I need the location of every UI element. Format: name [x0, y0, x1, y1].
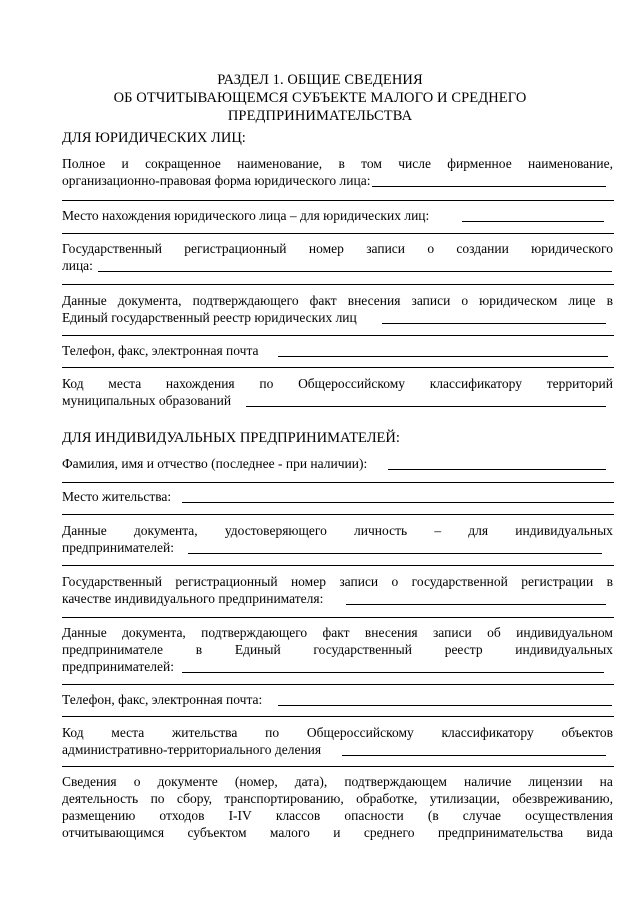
word: обработке,: [356, 791, 418, 806]
separator: [62, 233, 614, 234]
word: номер: [290, 574, 326, 589]
word: документа,: [117, 293, 182, 308]
legal-ogrn-line-1: [62, 240, 613, 257]
individual-ogrnip-label: качестве индивидуального предпринимателя:: [62, 591, 324, 606]
word: Единый: [234, 642, 281, 657]
legal-name-field[interactable]: [372, 186, 606, 187]
word: деятельность: [62, 791, 139, 806]
word: на: [599, 774, 613, 789]
word: подтверждающего: [201, 625, 308, 640]
word: о: [391, 574, 399, 589]
word: подтверждающем: [344, 774, 447, 789]
word: регистрационный: [175, 574, 278, 589]
word: (номер,: [234, 774, 278, 789]
word: классов: [275, 808, 321, 823]
word: том: [361, 156, 382, 171]
word: Код: [62, 725, 84, 740]
word: регистрационный: [184, 241, 287, 256]
word: индивидуальных: [515, 523, 613, 538]
word: отчитывающимся: [62, 825, 165, 840]
section-title-line-3: ПРЕДПРИНИМАТЕЛЬСТВА: [227, 108, 413, 124]
word: предпринимательства: [437, 825, 564, 840]
word: числе: [398, 156, 431, 171]
word: по: [265, 725, 280, 740]
word: индивидуальном: [516, 625, 613, 640]
word: утилизации,: [429, 791, 500, 806]
word: I-IV: [228, 808, 252, 823]
individual-fio-label: Фамилия, имя и отчество (последнее - при наличии):: [62, 456, 368, 471]
word: фирменное: [447, 156, 512, 171]
word: и: [333, 825, 341, 840]
word: Государственный: [62, 574, 162, 589]
word: сокращенное: [145, 156, 221, 171]
word: номер: [308, 241, 344, 256]
word: подтверждающего: [192, 293, 299, 308]
individual-ogrnip-line-1: [62, 573, 613, 590]
individual-egrip-line-2: [62, 641, 613, 658]
legal-egrul-label: Единый государственный реестр юридических лиц: [62, 310, 357, 325]
individual-egrip-line-1: [62, 624, 613, 641]
word: удостоверяющего: [224, 523, 327, 538]
word: личность: [354, 523, 408, 538]
separator: [62, 200, 614, 201]
word: нахождения: [165, 376, 235, 391]
word: документе: [157, 774, 218, 789]
word: вида: [586, 825, 613, 840]
individual-id-field[interactable]: [188, 553, 602, 554]
separator: [62, 716, 614, 717]
word: факт: [309, 293, 337, 308]
legal-egrul-field[interactable]: [382, 323, 606, 324]
word: случае: [462, 808, 502, 823]
word: записи: [432, 625, 472, 640]
word: индивидуальных: [515, 642, 613, 657]
word: по: [259, 376, 274, 391]
word: наименование,: [237, 156, 323, 171]
word: транспортированию,: [224, 791, 344, 806]
word: опасности: [344, 808, 404, 823]
word: реестр: [444, 642, 483, 657]
legal-phone-label: Телефон, факс, электронная почта: [62, 343, 259, 358]
word: объектов: [561, 725, 613, 740]
word: о: [133, 774, 141, 789]
separator: [62, 367, 614, 368]
word: внесения: [347, 293, 401, 308]
word: Общероссийскому: [298, 376, 405, 391]
individual-okato-line-1: [62, 724, 613, 741]
word: записи: [339, 574, 379, 589]
word: классификатору: [441, 725, 534, 740]
legal-oktmo-field[interactable]: [246, 406, 606, 407]
legal-egrul-line-1: [62, 292, 613, 309]
word: Код: [62, 376, 84, 391]
separator: [62, 514, 614, 515]
word: субъектом: [187, 825, 247, 840]
legal-location-label: Место нахождения юридического лица – для юридических лиц:: [62, 208, 430, 223]
individual-residence-field[interactable]: [182, 502, 614, 503]
word: документа,: [133, 523, 198, 538]
word: жительства: [171, 725, 238, 740]
word: государственный: [313, 642, 412, 657]
word: юридического: [531, 241, 613, 256]
word: внесения: [364, 625, 418, 640]
word: по: [150, 791, 165, 806]
section-title-line-2: ОБ ОТЧИТЫВАЮЩЕМСЯ СУБЪЕКТЕ МАЛОГО И СРЕДНЕГО: [113, 90, 527, 106]
word: об: [487, 625, 501, 640]
word: предпринимателе: [62, 642, 164, 657]
word: создании: [456, 241, 509, 256]
word: места: [108, 376, 142, 391]
word: среднего: [363, 825, 415, 840]
word: размещению: [62, 808, 136, 823]
word: юридическом: [479, 293, 558, 308]
word: лицензии: [528, 774, 583, 789]
word: о: [461, 293, 469, 308]
separator: [62, 684, 614, 685]
individual-egrip-field[interactable]: [182, 672, 604, 673]
license-line-2: [62, 790, 613, 807]
individual-okato-label: административно-территориального деления: [62, 742, 322, 757]
separator: [62, 482, 614, 483]
word: записи: [366, 241, 406, 256]
individual-residence-label: Место жительства:: [62, 489, 172, 504]
word: в: [606, 574, 613, 589]
word: записи: [411, 293, 451, 308]
word: Государственный: [62, 241, 162, 256]
separator: [62, 335, 614, 336]
individual-phone-label: Телефон, факс, электронная почта:: [62, 692, 263, 707]
word: места: [111, 725, 145, 740]
word: Данные: [62, 293, 107, 308]
legal-oktmo-line-1: [62, 375, 613, 392]
word: обезвреживанию,: [512, 791, 613, 806]
word: классификатору: [429, 376, 522, 391]
separator: [62, 565, 614, 566]
legal-oktmo-label: муниципальных образований: [62, 393, 232, 408]
legal-phone-field[interactable]: [278, 356, 608, 357]
legal-name-label: организационно-правовая форма юридического лица:: [62, 173, 371, 188]
legal-ogrn-field[interactable]: [98, 271, 612, 272]
word: для: [468, 523, 489, 538]
separator: [62, 766, 614, 767]
individual-fio-field[interactable]: [388, 469, 606, 470]
legal-entities-heading: ДЛЯ ЮРИДИЧЕСКИХ ЛИЦ:: [62, 130, 246, 146]
word: Сведения: [62, 774, 117, 789]
separator: [62, 284, 614, 285]
license-line-4: [62, 824, 613, 841]
individual-heading: ДЛЯ ИНДИВИДУАЛЬНЫХ ПРЕДПРИНИМАТЕЛЕЙ:: [62, 430, 400, 446]
word: факт: [322, 625, 350, 640]
legal-name-line-1: [62, 155, 613, 172]
individual-egrip-label: предпринимателей:: [62, 659, 174, 674]
word: Данные: [62, 523, 107, 538]
word: дата),: [294, 774, 328, 789]
word: регистрации: [521, 574, 594, 589]
word: документа,: [122, 625, 186, 640]
word: –: [434, 523, 442, 538]
word: наименование,: [528, 156, 613, 171]
word: Данные: [62, 625, 107, 640]
individual-phone-field[interactable]: [278, 705, 612, 706]
word: Полное: [62, 156, 106, 171]
word: малого: [269, 825, 310, 840]
individual-ogrnip-field[interactable]: [346, 604, 606, 605]
word: и: [121, 156, 129, 171]
license-line-3: [62, 807, 613, 824]
individual-id-label: предпринимателей:: [62, 540, 174, 555]
word: (в: [427, 808, 439, 823]
word: в: [195, 642, 203, 657]
legal-ogrn-label: лица:: [62, 258, 93, 273]
word: Общероссийскому: [306, 725, 414, 740]
section-title-line-1: РАЗДЕЛ 1. ОБЩИЕ СВЕДЕНИЯ: [217, 72, 423, 88]
word: осуществления: [525, 808, 613, 823]
word: сбору,: [176, 791, 213, 806]
license-line-1: [62, 773, 613, 790]
word: лице: [568, 293, 596, 308]
word: государственной: [411, 574, 508, 589]
word: о: [427, 241, 435, 256]
individual-id-line-1: [62, 522, 613, 539]
word: отходов: [159, 808, 205, 823]
word: в: [338, 156, 345, 171]
word: территорий: [546, 376, 613, 391]
individual-okato-field[interactable]: [342, 755, 606, 756]
word: наличие: [464, 774, 512, 789]
legal-location-field[interactable]: [462, 221, 604, 222]
word: в: [606, 293, 613, 308]
separator: [62, 617, 614, 618]
